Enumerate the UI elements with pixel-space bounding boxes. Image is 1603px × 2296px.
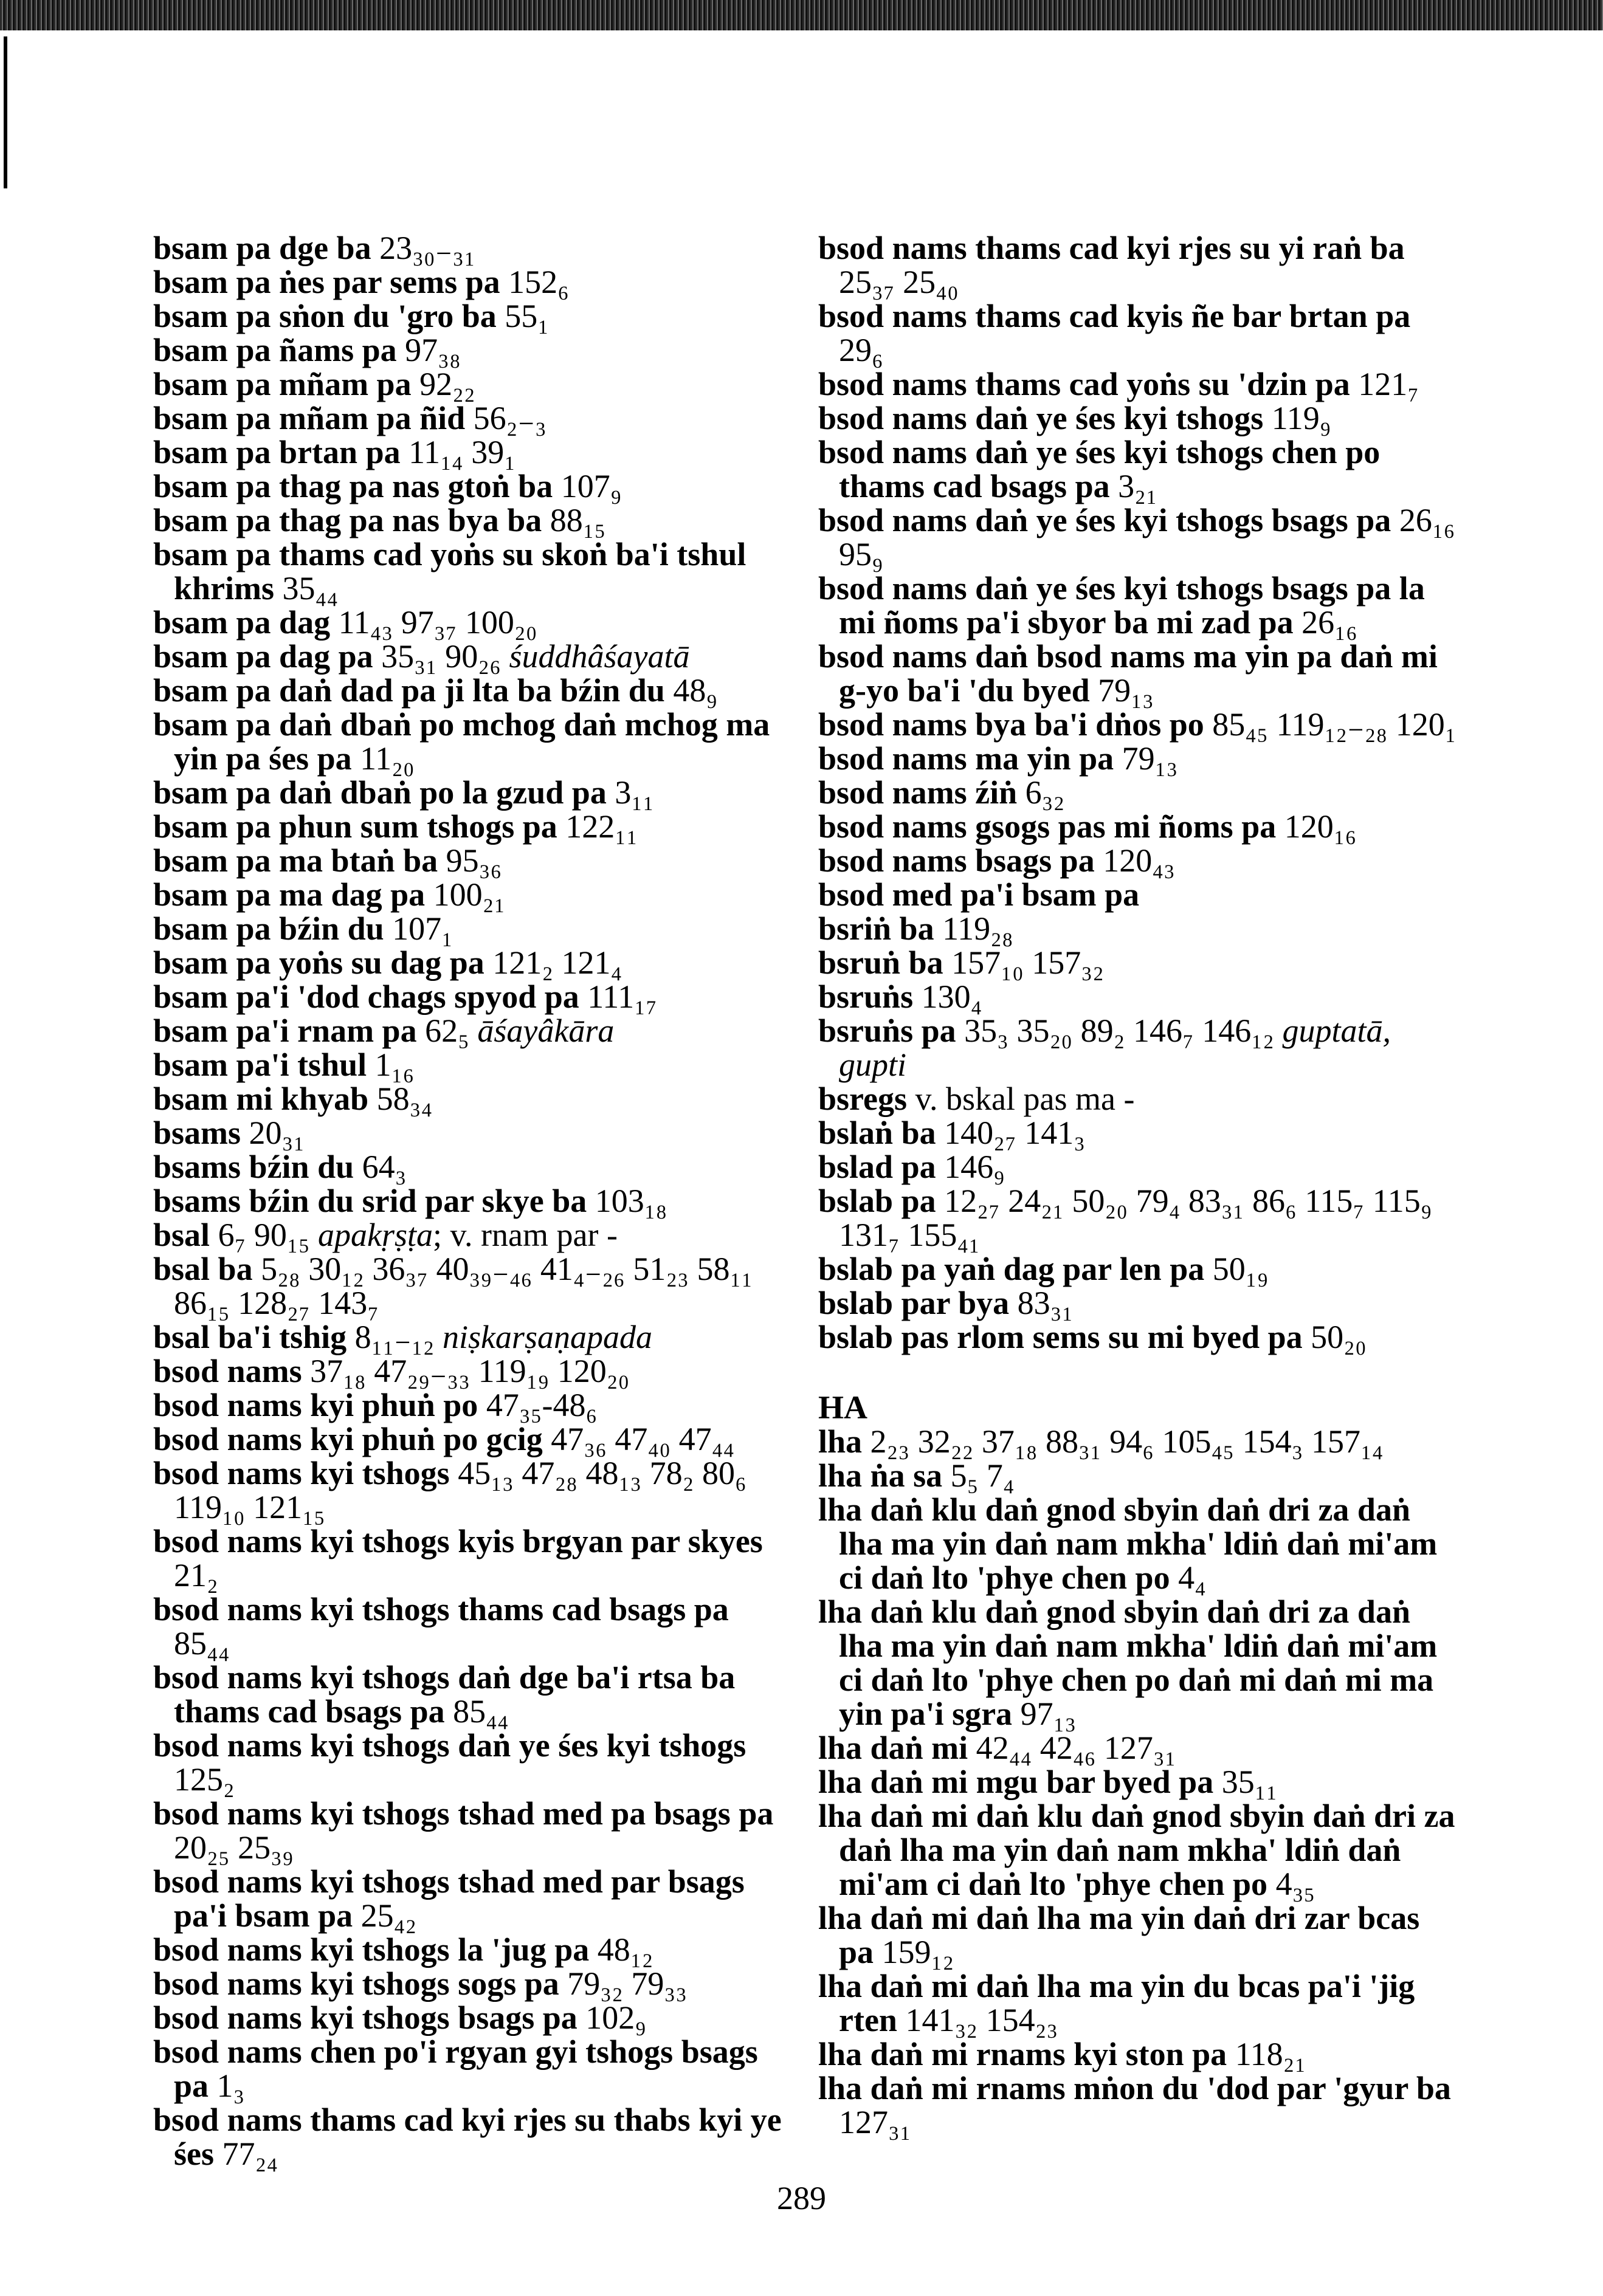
index-page-refs: 79₃₂ 79₃₃ bbox=[567, 1965, 688, 2002]
index-entry bbox=[153, 980, 791, 1014]
index-page-refs: 37₁₈ 47₂₉₋₃₃ 119₁₉ 120₂₀ bbox=[310, 1353, 630, 1389]
index-term: lha daṅ mi daṅ lha ma yin daṅ dri zar bcas pa bbox=[818, 1900, 1420, 1970]
index-page-refs: 157₁₀ 157₃₂ bbox=[951, 944, 1104, 981]
index-entry bbox=[153, 435, 791, 469]
index-page-refs: 4₄ bbox=[1178, 1559, 1206, 1596]
sanskrit-equivalent: śuddhâśayatā bbox=[509, 638, 690, 675]
index-term: lha daṅ klu daṅ gnod sbyin daṅ dri za daṅ lha ma yin daṅ nam mkha' ldiṅ daṅ mi'am ci daṅ lto 'phye chen po bbox=[818, 1491, 1438, 1596]
index-page-refs: 140₂₇ 141₃ bbox=[944, 1115, 1086, 1151]
index-term: bsod nams źiṅ bbox=[818, 774, 1018, 811]
index-term: bsod nams kyi tshogs thams cad bsags pa bbox=[153, 1591, 729, 1627]
index-entry bbox=[818, 1459, 1456, 1493]
index-entry bbox=[818, 2071, 1456, 2139]
index-page-refs: 47₃₆ 47₄₀ 47₄₄ bbox=[551, 1421, 735, 1457]
index-page-refs: 5₅ 7₄ bbox=[950, 1457, 1015, 1494]
index-term: bsam pa mñam pa ñid bbox=[153, 400, 466, 436]
index-page-refs: 92₂₂ bbox=[419, 366, 475, 402]
index-entry bbox=[818, 1731, 1456, 1765]
index-entry bbox=[153, 1354, 791, 1388]
index-page-refs: 141₃₂ 154₂₃ bbox=[905, 2002, 1058, 2038]
index-term: bsam pa'i rnam pa bbox=[153, 1012, 417, 1049]
index-term: bsam pa daṅ dad pa ji lta ba bźin du bbox=[153, 672, 665, 709]
index-entry bbox=[818, 1765, 1456, 1799]
index-entry bbox=[153, 844, 791, 878]
index-page-refs: 35₁₁ bbox=[1221, 1764, 1278, 1800]
index-term: bsam pa sṅon du 'gro ba bbox=[153, 298, 497, 334]
index-entry bbox=[818, 946, 1456, 980]
index-entry bbox=[153, 1933, 791, 1967]
index-term: lha daṅ mi daṅ klu daṅ gnod sbyin daṅ dri za daṅ lha ma yin daṅ nam mkha' ldiṅ daṅ mi'am ci daṅ lto 'phye chen po bbox=[818, 1798, 1455, 1902]
index-entry bbox=[153, 673, 791, 707]
index-page-refs: 152₆ bbox=[508, 264, 569, 300]
index-term: bsod nams bsags pa bbox=[818, 842, 1095, 879]
index-term: bsod nams thams cad yoṅs su 'dzin pa bbox=[818, 366, 1350, 402]
index-entry bbox=[153, 2035, 791, 2103]
index-page-refs: 100₂₁ bbox=[433, 876, 506, 913]
index-page-refs: 29₆ bbox=[839, 332, 883, 368]
index-entry bbox=[153, 1218, 791, 1252]
index-entry bbox=[153, 1796, 791, 1865]
index-entry bbox=[818, 401, 1456, 435]
index-page-refs: 42₄₄ 42₄₆ 127₃₁ bbox=[976, 1730, 1176, 1766]
sanskrit-equivalent: apakṛṣṭa bbox=[318, 1217, 433, 1253]
index-term: bsam pa daṅ dbaṅ po mchog daṅ mchog ma yin pa śes pa bbox=[153, 706, 770, 777]
index-entry bbox=[818, 231, 1456, 299]
index-entry bbox=[153, 1422, 791, 1456]
index-entry bbox=[153, 1592, 791, 1660]
index-page-refs: 62₅ bbox=[425, 1012, 469, 1049]
section-heading: HA bbox=[818, 1389, 867, 1426]
index-page-refs: 85₄₄ bbox=[174, 1625, 230, 1662]
index-term: bsod nams bya ba'i dṅos po bbox=[818, 706, 1204, 743]
page-number: 289 bbox=[777, 2180, 826, 2216]
sanskrit-equivalent: niṣkarṣaṇapada bbox=[442, 1319, 652, 1355]
index-page-refs: 107₉ bbox=[560, 468, 622, 504]
index-term: bsruṅs bbox=[818, 978, 914, 1015]
index-term: bsod med pa'i bsam pa bbox=[818, 876, 1140, 913]
index-term: bsam pa dag pa bbox=[153, 638, 373, 675]
index-term: bslaṅ ba bbox=[818, 1115, 936, 1151]
index-page-refs: 48₉ bbox=[673, 672, 718, 709]
index-term: lha daṅ mi mgu bar byed pa bbox=[818, 1764, 1214, 1800]
index-entry bbox=[153, 1524, 791, 1592]
index-entry bbox=[153, 1456, 791, 1524]
index-term: lha bbox=[818, 1423, 863, 1460]
index-page-refs: 6₃₂ bbox=[1025, 774, 1065, 811]
index-entry bbox=[153, 1014, 791, 1048]
index-term: bsam pa thag pa nas bya ba bbox=[153, 502, 542, 538]
index-term: bsod nams kyi tshogs daṅ dge ba'i rtsa ba thams cad bsags pa bbox=[153, 1659, 736, 1730]
index-term: bsod nams kyi tshogs la 'jug pa bbox=[153, 1931, 590, 1968]
index-page-refs: 20₂₅ 25₃₉ bbox=[174, 1829, 294, 1866]
index-entry bbox=[818, 775, 1456, 809]
index-term: bsam pa ma btaṅ ba bbox=[153, 842, 438, 879]
index-entry bbox=[153, 912, 791, 946]
index-entry bbox=[153, 707, 791, 775]
index-term: bsod nams kyi phuṅ po gcig bbox=[153, 1421, 543, 1457]
index-entry bbox=[818, 1425, 1456, 1459]
index-entry bbox=[153, 1320, 791, 1354]
index-entry bbox=[153, 265, 791, 299]
index-page-refs: 1₃ bbox=[216, 2067, 245, 2104]
index-term: bslab pas rlom sems su mi byed pa bbox=[818, 1319, 1303, 1355]
cross-reference: ; v. rnam par - bbox=[433, 1217, 618, 1253]
index-page-refs: 102₉ bbox=[585, 1999, 647, 2036]
index-entry bbox=[153, 1116, 791, 1150]
index-entry bbox=[153, 1728, 791, 1796]
index-column-left bbox=[153, 231, 791, 2171]
index-entry bbox=[818, 912, 1456, 946]
index-term: bsal bbox=[153, 1217, 210, 1253]
index-entry bbox=[818, 1595, 1456, 1731]
index-entry bbox=[153, 299, 791, 333]
index-entry bbox=[153, 537, 791, 605]
index-page-refs: 79₁₃ bbox=[1098, 672, 1154, 709]
index-term: bslab pa yaṅ dag par len pa bbox=[818, 1251, 1205, 1287]
index-page-refs: 8₁₁₋₁₂ bbox=[354, 1319, 435, 1355]
index-page-refs: 103₁₈ bbox=[595, 1183, 667, 1219]
index-page-refs: 2₂₃ 32₂₂ 37₁₈ 88₃₁ 94₆ 105₄₅ 154₃ 157₁₄ bbox=[870, 1423, 1384, 1460]
index-term: bsriṅ ba bbox=[818, 910, 934, 947]
sanskrit-equivalent: āśayâkāra bbox=[477, 1012, 615, 1049]
index-entry bbox=[153, 605, 791, 639]
index-term: bsam pa thag pa nas gtoṅ ba bbox=[153, 468, 553, 504]
index-entry bbox=[818, 844, 1456, 878]
index-term: bsod nams thams cad kyi rjes su thabs kyi ye śes bbox=[153, 2102, 782, 2172]
index-entry bbox=[153, 333, 791, 367]
index-term: bsod nams kyi tshogs bbox=[153, 1455, 450, 1491]
index-term: lha daṅ klu daṅ gnod sbyin daṅ dri za daṅ lha ma yin daṅ nam mkha' ldiṅ daṅ mi'am ci daṅ lto 'phye chen po daṅ mi daṅ mi ma yin pa'i sgra bbox=[818, 1593, 1438, 1732]
index-entry bbox=[153, 1252, 791, 1320]
index-entry bbox=[153, 1388, 791, 1422]
index-term: lha daṅ mi bbox=[818, 1730, 968, 1766]
index-entry bbox=[818, 809, 1456, 844]
index-term: bsod nams daṅ ye śes kyi tshogs bsags pa la mi ñoms pa'i sbyor ba mi zad pa bbox=[818, 570, 1425, 641]
index-term: bsam pa'i 'dod chags spyod pa bbox=[153, 978, 579, 1015]
index-term: bsruṅ ba bbox=[818, 944, 943, 981]
index-entry bbox=[153, 775, 791, 809]
index-page-refs: 11₂₀ bbox=[360, 740, 415, 777]
index-page-refs: 111₁₇ bbox=[587, 978, 657, 1015]
scan-left-edge bbox=[4, 36, 7, 188]
index-entry bbox=[818, 571, 1456, 639]
index-page-refs: 122₁₁ bbox=[565, 808, 638, 845]
index-page-refs: 97₃₈ bbox=[405, 332, 461, 368]
index-page-refs: 119₉ bbox=[1271, 400, 1331, 436]
index-page-refs: 1₁₆ bbox=[374, 1047, 415, 1083]
index-page-refs: 21₂ bbox=[174, 1557, 218, 1593]
index-term: bsam mi khyab bbox=[153, 1081, 369, 1117]
index-entry bbox=[153, 2103, 791, 2171]
index-term: bsam pa bźin du bbox=[153, 910, 384, 947]
index-page-refs: 11₁₄ 39₁ bbox=[409, 434, 516, 470]
index-term: bsod nams kyi tshogs bsags pa bbox=[153, 1999, 577, 2036]
index-entry bbox=[153, 878, 791, 912]
index-entry bbox=[818, 1252, 1456, 1286]
index-page-refs: 6₇ 90₁₅ bbox=[218, 1217, 310, 1253]
index-term: bsod nams bbox=[153, 1353, 302, 1389]
index-entry bbox=[818, 435, 1456, 503]
index-term: bsod nams daṅ ye śes kyi tshogs bsags pa bbox=[818, 502, 1391, 538]
index-term: lha daṅ mi rnams mṅon du 'dod par 'gyur ba bbox=[818, 2070, 1451, 2106]
index-page-refs: 35₃₁ 90₂₆ bbox=[381, 638, 501, 675]
index-page-refs: 4₃₅ bbox=[1275, 1866, 1315, 1902]
index-page-refs: v. bskal pas ma - bbox=[915, 1081, 1135, 1117]
index-page-refs: 77₂₄ bbox=[222, 2136, 278, 2172]
index-term: lha daṅ mi daṅ lha ma yin du bcas pa'i 'jig rten bbox=[818, 1968, 1415, 2038]
index-entry bbox=[818, 2037, 1456, 2071]
index-page-refs: 120₄₃ bbox=[1103, 842, 1175, 879]
index-page-refs: 35₄₄ bbox=[282, 570, 339, 607]
index-entries-b bbox=[818, 231, 1456, 1354]
index-page-refs: 88₁₅ bbox=[550, 502, 606, 538]
index-term: bslab par bya bbox=[818, 1285, 1010, 1321]
index-page-refs: 11₄₃ 97₃₇ 100₂₀ bbox=[338, 604, 537, 641]
index-entries-ha bbox=[818, 1425, 1456, 2139]
index-term: bsam pa ma dag pa bbox=[153, 876, 426, 913]
index-term: bsal ba'i tshig bbox=[153, 1319, 347, 1355]
index-page-refs: 25₃₇ 25₄₀ bbox=[839, 264, 959, 300]
index-entry bbox=[153, 1150, 791, 1184]
index-term: bsam pa brtan pa bbox=[153, 434, 401, 470]
index-page-refs: 25₄₂ bbox=[360, 1897, 417, 1934]
index-page-refs: 107₁ bbox=[392, 910, 453, 947]
index-term: bsod nams daṅ bsod nams ma yin pa daṅ mi g-yo ba'i 'du byed bbox=[818, 638, 1438, 709]
index-entry bbox=[818, 980, 1456, 1014]
index-page-refs: 125₂ bbox=[174, 1761, 235, 1798]
index-term: bsod nams daṅ ye śes kyi tshogs bbox=[818, 400, 1264, 436]
index-term: bsam pa yoṅs su dag pa bbox=[153, 944, 484, 981]
index-term: bsam pa thams cad yoṅs su skoṅ ba'i tshul khrims bbox=[153, 536, 746, 607]
index-page-refs: 95₃₆ bbox=[446, 842, 502, 879]
index-term: bsruṅs pa bbox=[818, 1012, 956, 1049]
index-page-refs: 64₃ bbox=[362, 1149, 407, 1185]
index-entry bbox=[153, 946, 791, 980]
index-term: bslab pa bbox=[818, 1183, 936, 1219]
index-page-refs: 20₃₁ bbox=[249, 1115, 305, 1151]
index-term: bsam pa daṅ dbaṅ po la gzud pa bbox=[153, 774, 607, 811]
index-page-refs: 85₄₄ bbox=[453, 1693, 509, 1730]
index-page-refs: 119₂₈ bbox=[942, 910, 1013, 947]
scan-top-border bbox=[0, 0, 1603, 30]
index-term: bsod nams kyi tshogs kyis brgyan par skyes bbox=[153, 1523, 763, 1559]
index-page-refs: 5₂₈ 30₁₂ 36₃₇ 40₃₉₋₄₆ 41₄₋₂₆ 51₂₃ 58₁₁ 86₁₅ 128₂₇ 143₇ bbox=[174, 1251, 753, 1321]
index-term: bsam pa'i tshul bbox=[153, 1047, 367, 1083]
index-page-refs: 3₁₁ bbox=[615, 774, 654, 811]
index-page-refs: 146₉ bbox=[944, 1149, 1005, 1185]
index-entry bbox=[818, 1901, 1456, 1969]
index-page-refs: 58₃₄ bbox=[376, 1081, 433, 1117]
sanskrit-equivalent: guptatā, gupti bbox=[839, 1012, 1391, 1083]
index-page-refs: 97₁₃ bbox=[1020, 1696, 1077, 1732]
index-page-refs: 50₁₉ bbox=[1212, 1251, 1269, 1287]
index-page-refs: 56₂₋₃ bbox=[473, 400, 546, 436]
index-page-refs: 12₂₇ 24₂₁ 50₂₀ 79₄ 83₃₁ 86₆ 115₇ 115₉ 131₇ 155₄₁ bbox=[839, 1183, 1432, 1253]
index-entry bbox=[818, 1799, 1456, 1901]
index-entry bbox=[818, 1082, 1456, 1116]
index-page-refs: 55₁ bbox=[505, 298, 550, 334]
index-entry bbox=[818, 707, 1456, 741]
index-term: bsam pa dag bbox=[153, 604, 331, 641]
index-term: bsod nams kyi tshogs tshad med pa bsags pa bbox=[153, 1795, 774, 1832]
index-term: bsam pa dge ba bbox=[153, 230, 371, 266]
index-entry bbox=[818, 741, 1456, 775]
index-entry bbox=[818, 1493, 1456, 1595]
index-page-refs: 79₁₃ bbox=[1122, 740, 1178, 777]
index-entry bbox=[153, 1865, 791, 1933]
index-page-refs: 48₁₂ bbox=[597, 1931, 653, 1968]
index-page-refs: 85₄₅ 119₁₂₋₂₈ 120₁ bbox=[1212, 706, 1456, 743]
index-entry bbox=[153, 1048, 791, 1082]
index-term: bsam pa ñams pa bbox=[153, 332, 397, 368]
index-term: bsam pa ṅes par sems pa bbox=[153, 264, 500, 300]
index-entry bbox=[153, 1967, 791, 2001]
index-term: bsam pa phun sum tshogs pa bbox=[153, 808, 557, 845]
index-page-refs: 121₂ 121₄ bbox=[492, 944, 622, 981]
index-entry bbox=[818, 367, 1456, 401]
index-term: bsam pa mñam pa bbox=[153, 366, 412, 402]
index-term: bsod nams chen po'i rgyan gyi tshogs bsags pa bbox=[153, 2033, 758, 2104]
index-term: bsod nams gsogs pas mi ñoms pa bbox=[818, 808, 1277, 845]
index-term: bsams bźin du bbox=[153, 1149, 354, 1185]
index-term: bsod nams thams cad kyis ñe bar brtan pa bbox=[818, 298, 1411, 334]
index-entry bbox=[818, 299, 1456, 367]
index-entry bbox=[818, 503, 1456, 571]
index-page-refs: 3₂₁ bbox=[1118, 468, 1157, 504]
index-page-refs: 35₃ 35₂₀ 89₂ 146₇ 146₁₂ bbox=[964, 1012, 1274, 1049]
index-entry bbox=[153, 503, 791, 537]
index-entry bbox=[153, 367, 791, 401]
index-page-refs: 50₂₀ bbox=[1311, 1319, 1367, 1355]
index-term: bsams bźin du srid par skye ba bbox=[153, 1183, 587, 1219]
index-entry bbox=[818, 1286, 1456, 1320]
index-term: bsod nams daṅ ye śes kyi tshogs chen po thams cad bsags pa bbox=[818, 434, 1381, 504]
index-entry bbox=[153, 1082, 791, 1116]
index-term: bsod nams kyi phuṅ po bbox=[153, 1387, 478, 1423]
index-term: bsod nams kyi tshogs daṅ ye śes kyi tshogs bbox=[153, 1727, 746, 1764]
index-entry bbox=[153, 1184, 791, 1218]
index-page-refs: 26₁₆ bbox=[1301, 604, 1357, 641]
index-entry bbox=[818, 1116, 1456, 1150]
index-term: bsregs bbox=[818, 1081, 908, 1117]
index-entry bbox=[818, 1184, 1456, 1252]
index-term: lha ṅa sa bbox=[818, 1457, 943, 1494]
index-entry bbox=[153, 639, 791, 673]
index-term: bsams bbox=[153, 1115, 241, 1151]
index-page-refs: 130₄ bbox=[921, 978, 982, 1015]
index-entry bbox=[153, 2001, 791, 2035]
index-entry bbox=[818, 1969, 1456, 2037]
index-entry bbox=[153, 469, 791, 503]
index-term: bsod nams ma yin pa bbox=[818, 740, 1114, 777]
index-entry bbox=[153, 401, 791, 435]
index-term: bsod nams thams cad kyi rjes su yi raṅ ba bbox=[818, 230, 1405, 266]
index-page-refs: 118₂₁ bbox=[1235, 2036, 1306, 2072]
index-page-refs: 159₁₂ bbox=[881, 1934, 954, 1970]
index-term: lha daṅ mi rnams kyi ston pa bbox=[818, 2036, 1227, 2072]
index-term: bsal ba bbox=[153, 1251, 253, 1287]
index-page-refs: 47₃₅-48₆ bbox=[486, 1387, 598, 1423]
index-page-refs: 45₁₃ 47₂₈ 48₁₃ 78₂ 80₆ 119₁₀ 121₁₅ bbox=[174, 1455, 746, 1525]
index-entry bbox=[153, 1660, 791, 1728]
index-term: bslad pa bbox=[818, 1149, 936, 1185]
index-page-refs: 127₃₁ bbox=[839, 2104, 911, 2140]
index-entry bbox=[818, 1320, 1456, 1354]
index-entry bbox=[818, 1150, 1456, 1184]
index-entry bbox=[818, 878, 1456, 912]
index-entry bbox=[818, 1014, 1456, 1082]
index-term: bsod nams kyi tshogs sogs pa bbox=[153, 1965, 559, 2002]
index-page-refs: 83₃₁ bbox=[1017, 1285, 1074, 1321]
index-page-refs: 26₁₆ 95₉ bbox=[839, 502, 1455, 572]
index-page-refs: 23₃₀₋₃₁ bbox=[379, 230, 475, 266]
index-page-refs: 120₁₆ bbox=[1284, 808, 1357, 845]
index-term: bsod nams kyi tshogs tshad med par bsags pa'i bsam pa bbox=[153, 1863, 745, 1934]
index-page-refs: 121₇ bbox=[1358, 366, 1419, 402]
index-column-right bbox=[818, 231, 1456, 2139]
index-entry bbox=[153, 809, 791, 844]
index-entry bbox=[818, 639, 1456, 707]
index-entry bbox=[153, 231, 791, 265]
